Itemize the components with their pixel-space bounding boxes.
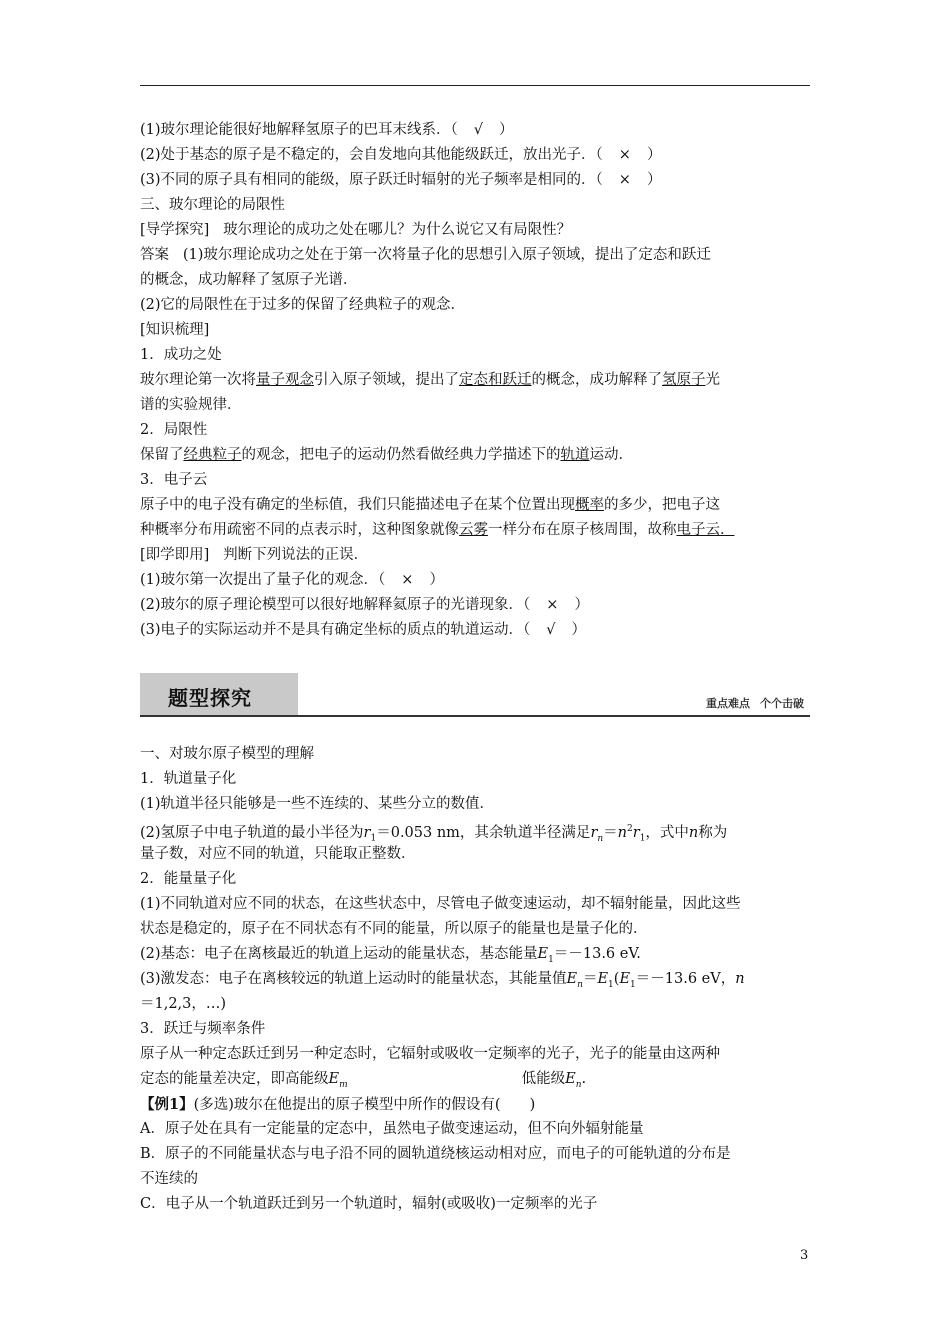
banner-tagline: 重点难点 个个击破 — [706, 697, 804, 710]
knowledge-3-line-2: 种概率分布用疏密不同的点表示时，这种图象就像云雾一样分布在原子核周围，故称电子云． — [140, 522, 735, 538]
option-b-line-2: 不连续的 — [140, 1171, 198, 1187]
answer-line-1: 答案 (1)玻尔理论成功之处在于第一次将量子化的思想引入原子领域，提出了定态和跃迁 — [140, 247, 711, 263]
page-number: 3 — [800, 1248, 809, 1263]
apply-item-1: (1)玻尔第一次提出了量子化的观念．（ × ） — [140, 572, 444, 588]
explore-question: [导学探究] 玻尔理论的成功之处在哪儿？为什么说它又有局限性？ — [140, 222, 572, 238]
judge-item-2: (2)处于基态的原子是不稳定的，会自发地向其他能级跃迁，放出光子．（ × ） — [140, 147, 662, 163]
energy-line-3: (2)基态：电子在离核最近的轨道上运动的能量状态，基态能量$E_1=-13.6$ eV. — [140, 946, 641, 965]
section-banner — [140, 673, 810, 717]
judge-item-3: (3)不同的原子具有相同的能级，原子跃迁时辐射的光子频率是相同的．（ × ） — [140, 172, 662, 188]
knowledge-1-title: 1．成功之处 — [140, 347, 222, 363]
knowledge-1-line-1: 玻尔理论第一次将量子观念引入原子领域，提出了定态和跃迁的概念，成功解释了氢原子光 — [140, 372, 720, 388]
transition-title: 3．跃迁与频率条件 — [140, 1021, 266, 1037]
answer-line-2: (2)它的局限性在于过多的保留了经典粒子的观念． — [140, 297, 466, 313]
orbit-title: 1．轨道量子化 — [140, 771, 237, 787]
model-heading: 一、对玻尔原子模型的理解 — [140, 746, 314, 762]
knowledge-3-line-1: 原子中的电子没有确定的坐标值，我们只能描述电子在某个位置出现概率的多少，把电子这 — [140, 497, 720, 513]
orbit-line-3: 量子数，对应不同的轨道，只能取正整数． — [140, 846, 416, 862]
banner-title: 题型探究 — [168, 686, 252, 710]
option-c: C．电子从一个轨道跃迁到另一个轨道时，辐射(或吸收)一定频率的光子 — [140, 1196, 598, 1212]
section-heading: 三、玻尔理论的局限性 — [140, 197, 285, 213]
energy-line-5: ＝1,2,3，…) — [140, 996, 227, 1012]
energy-line-2: 状态是稳定的，原子在不同状态有不同的能量，所以原子的能量也是量子化的． — [140, 921, 648, 937]
knowledge-1-line-2: 谱的实验规律． — [140, 397, 242, 413]
option-b-line-1: B．原子的不同能量状态与电子沿不同的圆轨道绕核运动相对应，而电子的可能轨道的分布是 — [140, 1146, 731, 1162]
knowledge-label: [知识梳理] — [140, 322, 210, 338]
answer-line-1b: 的概念，成功解释了氢原子光谱． — [140, 272, 358, 288]
apply-label-line: [即学即用] 判断下列说法的正误． — [140, 547, 369, 563]
orbit-line-1: (1)轨道半径只能够是一些不连续的、某些分立的数值． — [140, 796, 495, 812]
apply-item-3: (3)电子的实际运动并不是具有确定坐标的质点的轨道运动．（ √ ） — [140, 622, 587, 638]
knowledge-2-line: 保留了经典粒子的观念，把电子的运动仍然看做经典力学描述下的轨道运动． — [140, 447, 633, 463]
knowledge-3-title: 3．电子云 — [140, 472, 208, 488]
apply-item-2: (2)玻尔的原子理论模型可以很好地解释氦原子的光谱现象．（ × ） — [140, 597, 589, 613]
judge-item-1: (1)玻尔理论能很好地解释氢原子的巴耳末线系．（ √ ） — [140, 122, 514, 138]
energy-line-1: (1)不同轨道对应不同的状态，在这些状态中，尽管电子做变速运动，却不辐射能量，因此这些 — [140, 896, 741, 912]
option-a: A．原子处在具有一定能量的定态中，虽然电子做变速运动，但不向外辐射能量 — [140, 1121, 644, 1137]
knowledge-2-title: 2．局限性 — [140, 422, 208, 438]
energy-title: 2．能量量子化 — [140, 871, 237, 887]
banner-rule — [140, 715, 810, 717]
energy-line-4: (3)激发态：电子在离核较远的轨道上运动时的能量状态，其能量值$E_n=E_1(E_1=-13.6$ eV，n — [140, 971, 745, 990]
orbit-line-2: (2)氢原子中电子轨道的最小半径为$r_1=0.053$ nm，其余轨道半径满足$r_n=n^2r_1$，式中n称为 — [140, 824, 728, 844]
section-judge-top — [140, 118, 810, 643]
example-question: 【例1】(多选)玻尔在他提出的原子模型中所作的假设有( ) — [140, 1096, 536, 1113]
transition-line-2: 定态的能量差决定，即高能级$E_m$ 低能级$E_n$. — [140, 1071, 587, 1090]
header-rule — [140, 85, 810, 86]
section-model — [140, 742, 810, 1217]
transition-line-1: 原子从一种定态跃迁到另一种定态时，它辐射或吸收一定频率的光子，光子的能量由这两种 — [140, 1046, 720, 1062]
